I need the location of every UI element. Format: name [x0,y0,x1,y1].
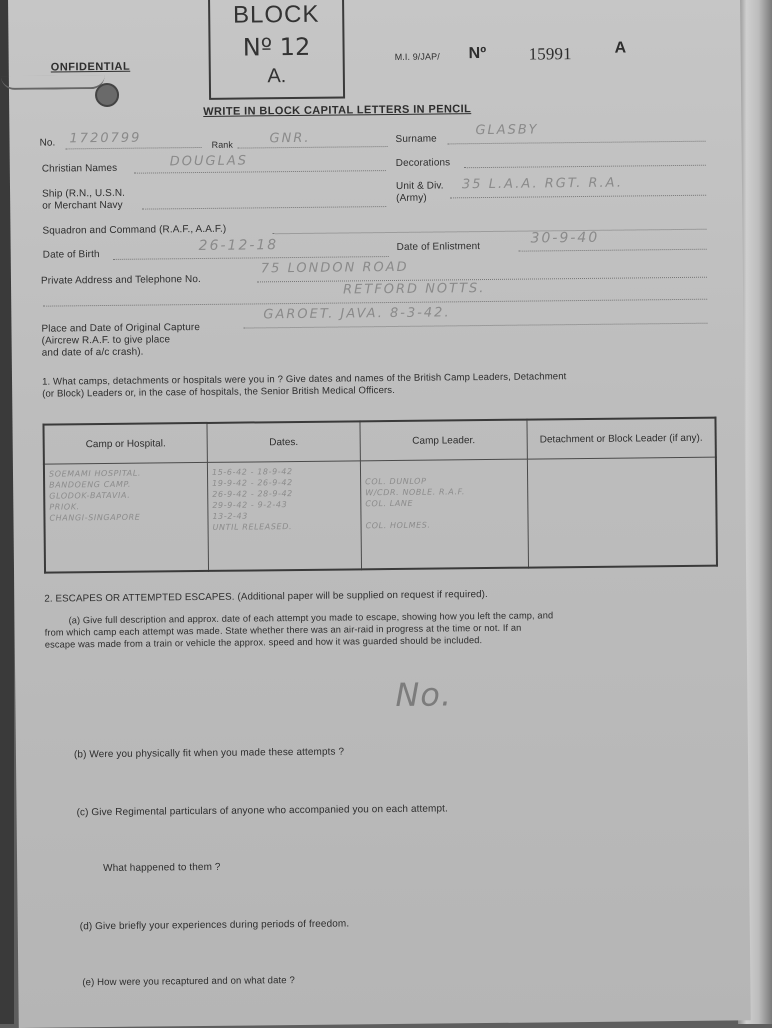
escape-answer: No. [395,675,453,714]
tie-string [1,75,105,90]
stamp-line-3: A. [267,65,287,88]
christian-names-value: DOUGLAS [169,153,249,170]
unit-value: 35 L.A.A. RGT. R.A. [461,175,623,193]
capture-label-3: and date of a/c crash). [41,346,144,359]
question-2-title: 2. ESCAPES OR ATTEMPTED ESCAPES. (Additional paper will be supplied on request if required). [44,589,488,605]
form-page [8,0,751,1028]
camps-cell [44,462,209,572]
question-1-line-1: 1. What camps, detachments or hospitals were you in ? Give dates and names of the British Camp Leaders, Detachment [41,371,567,388]
header-camp: Camp or Hospital. [43,423,207,464]
dob-label: Date of Birth [42,249,100,261]
camps-table [42,417,718,574]
christian-names-label: Christian Names [41,162,118,175]
unit-label-2: (Army) [396,192,427,204]
leader-entry: COL. DUNLOP [365,476,427,487]
surname-value: GLASBY [475,122,539,139]
unit-line [450,195,706,199]
capture-label-2: (Aircrew R.A.F. to give place [41,334,171,347]
address-value-2: RETFORD NOTTS. [343,281,486,298]
camp-entry: CHANGI-SINGAPORE [49,512,141,523]
date-entry: UNTIL RELEASED. [212,522,293,532]
date-entry: 13-2-43 [212,511,248,521]
squadron-line [272,229,706,235]
ship-label-1: Ship (R.N., U.S.N. [42,187,126,200]
header-camp-leader: Camp Leader. [360,420,527,461]
question-1-line-2: (or Block) Leaders or, in the case of hospitals, the Senior British Medical Officers. [42,384,396,400]
camp-entry: GLODOK-BATAVIA. [49,490,131,501]
dob-line [113,256,389,260]
decorations-line [464,165,706,169]
number-label: Nº [468,44,487,63]
question-2a-line-1: (a) Give full description and approx. date of each attempt you made to escape, showing how you left the camp, and [68,610,554,626]
camp-entry: BANDOENG CAMP. [49,479,131,490]
enlistment-line [519,249,707,252]
punch-hole [95,83,119,107]
enlistment-value: 30-9-40 [530,229,600,247]
stamp-line-1: BLOCK [232,0,320,29]
camp-entry: PRIOK. [49,502,80,512]
surname-line [448,141,706,145]
block-stamp [208,0,345,100]
no-line [66,147,202,149]
capture-line [243,323,707,329]
leader-entry: COL. LANE [365,498,414,509]
header-dates: Dates. [207,421,360,462]
question-2a-line-3: escape was made from a train or vehicle the approx. speed and how it was guarded should be included. [44,635,483,650]
question-2d: (d) Give briefly your experiences during periods of freedom. [79,918,350,933]
confidential-label: ONFIDENTIAL [50,60,131,74]
rank-value: GNR. [269,130,311,147]
dob-value: 26-12-18 [198,237,279,255]
header-detachment-leader: Detachment or Block Leader (if any). [527,418,716,459]
leader-entry: W/CDR. NOBLE. R.A.F. [365,487,466,498]
capture-label-1: Place and Date of Original Capture [41,322,201,335]
camp-entry: SOEMAMI HOSPITAL. [48,468,142,479]
form-suffix: A [614,39,627,57]
enlistment-label: Date of Enlistment [396,241,481,253]
unit-label-1: Unit & Div. [395,180,444,192]
dates-cell [207,461,361,571]
christian-names-line [134,170,386,174]
form-number: 15991 [528,44,572,64]
capture-value: GAROET. JAVA. 8-3-42. [263,305,451,323]
address-value-1: 75 LONDON ROAD [260,259,409,277]
ship-line [142,206,386,210]
question-2a-line-2: from which camp each attempt was made. State whether there was an air-raid in progress at the time or not. If an [44,622,522,638]
squadron-label: Squadron and Command (R.A.F., A.A.F.) [42,223,227,237]
leader-entry: COL. HOLMES. [365,520,431,531]
service-number-value: 1720799 [69,130,142,147]
rank-label: Rank [211,139,234,150]
address-label: Private Address and Telephone No. [40,273,201,287]
date-entry: 15-6-42 - 18-9-42 [211,467,293,477]
date-entry: 29-9-42 - 9-2-43 [212,500,288,510]
stamp-line-2: Nº 12 [242,32,311,62]
question-2c: (c) Give Regimental particulars of anyone who accompanied you on each attempt. [76,803,448,819]
rank-line [238,146,388,149]
date-entry: 19-9-42 - 26-9-42 [212,478,293,488]
detachment-cell [527,457,717,567]
no-label: No. [39,137,56,149]
question-2e: (e) How were you recaptured and on what date ? [82,975,295,989]
question-2b: (b) Were you physically fit when you made these attempts ? [73,746,345,761]
date-entry: 26-9-42 - 28-9-42 [212,489,293,499]
question-2c-followup: What happened to them ? [103,861,221,875]
surname-label: Surname [395,133,437,145]
pencil-instruction: WRITE IN BLOCK CAPITAL LETTERS IN PENCIL [203,103,472,118]
decorations-label: Decorations [395,157,451,169]
ship-label-2: or Merchant Navy [42,199,123,212]
ref-prefix: M.I. 9/JAP/ [394,51,440,62]
leaders-cell [360,459,528,569]
